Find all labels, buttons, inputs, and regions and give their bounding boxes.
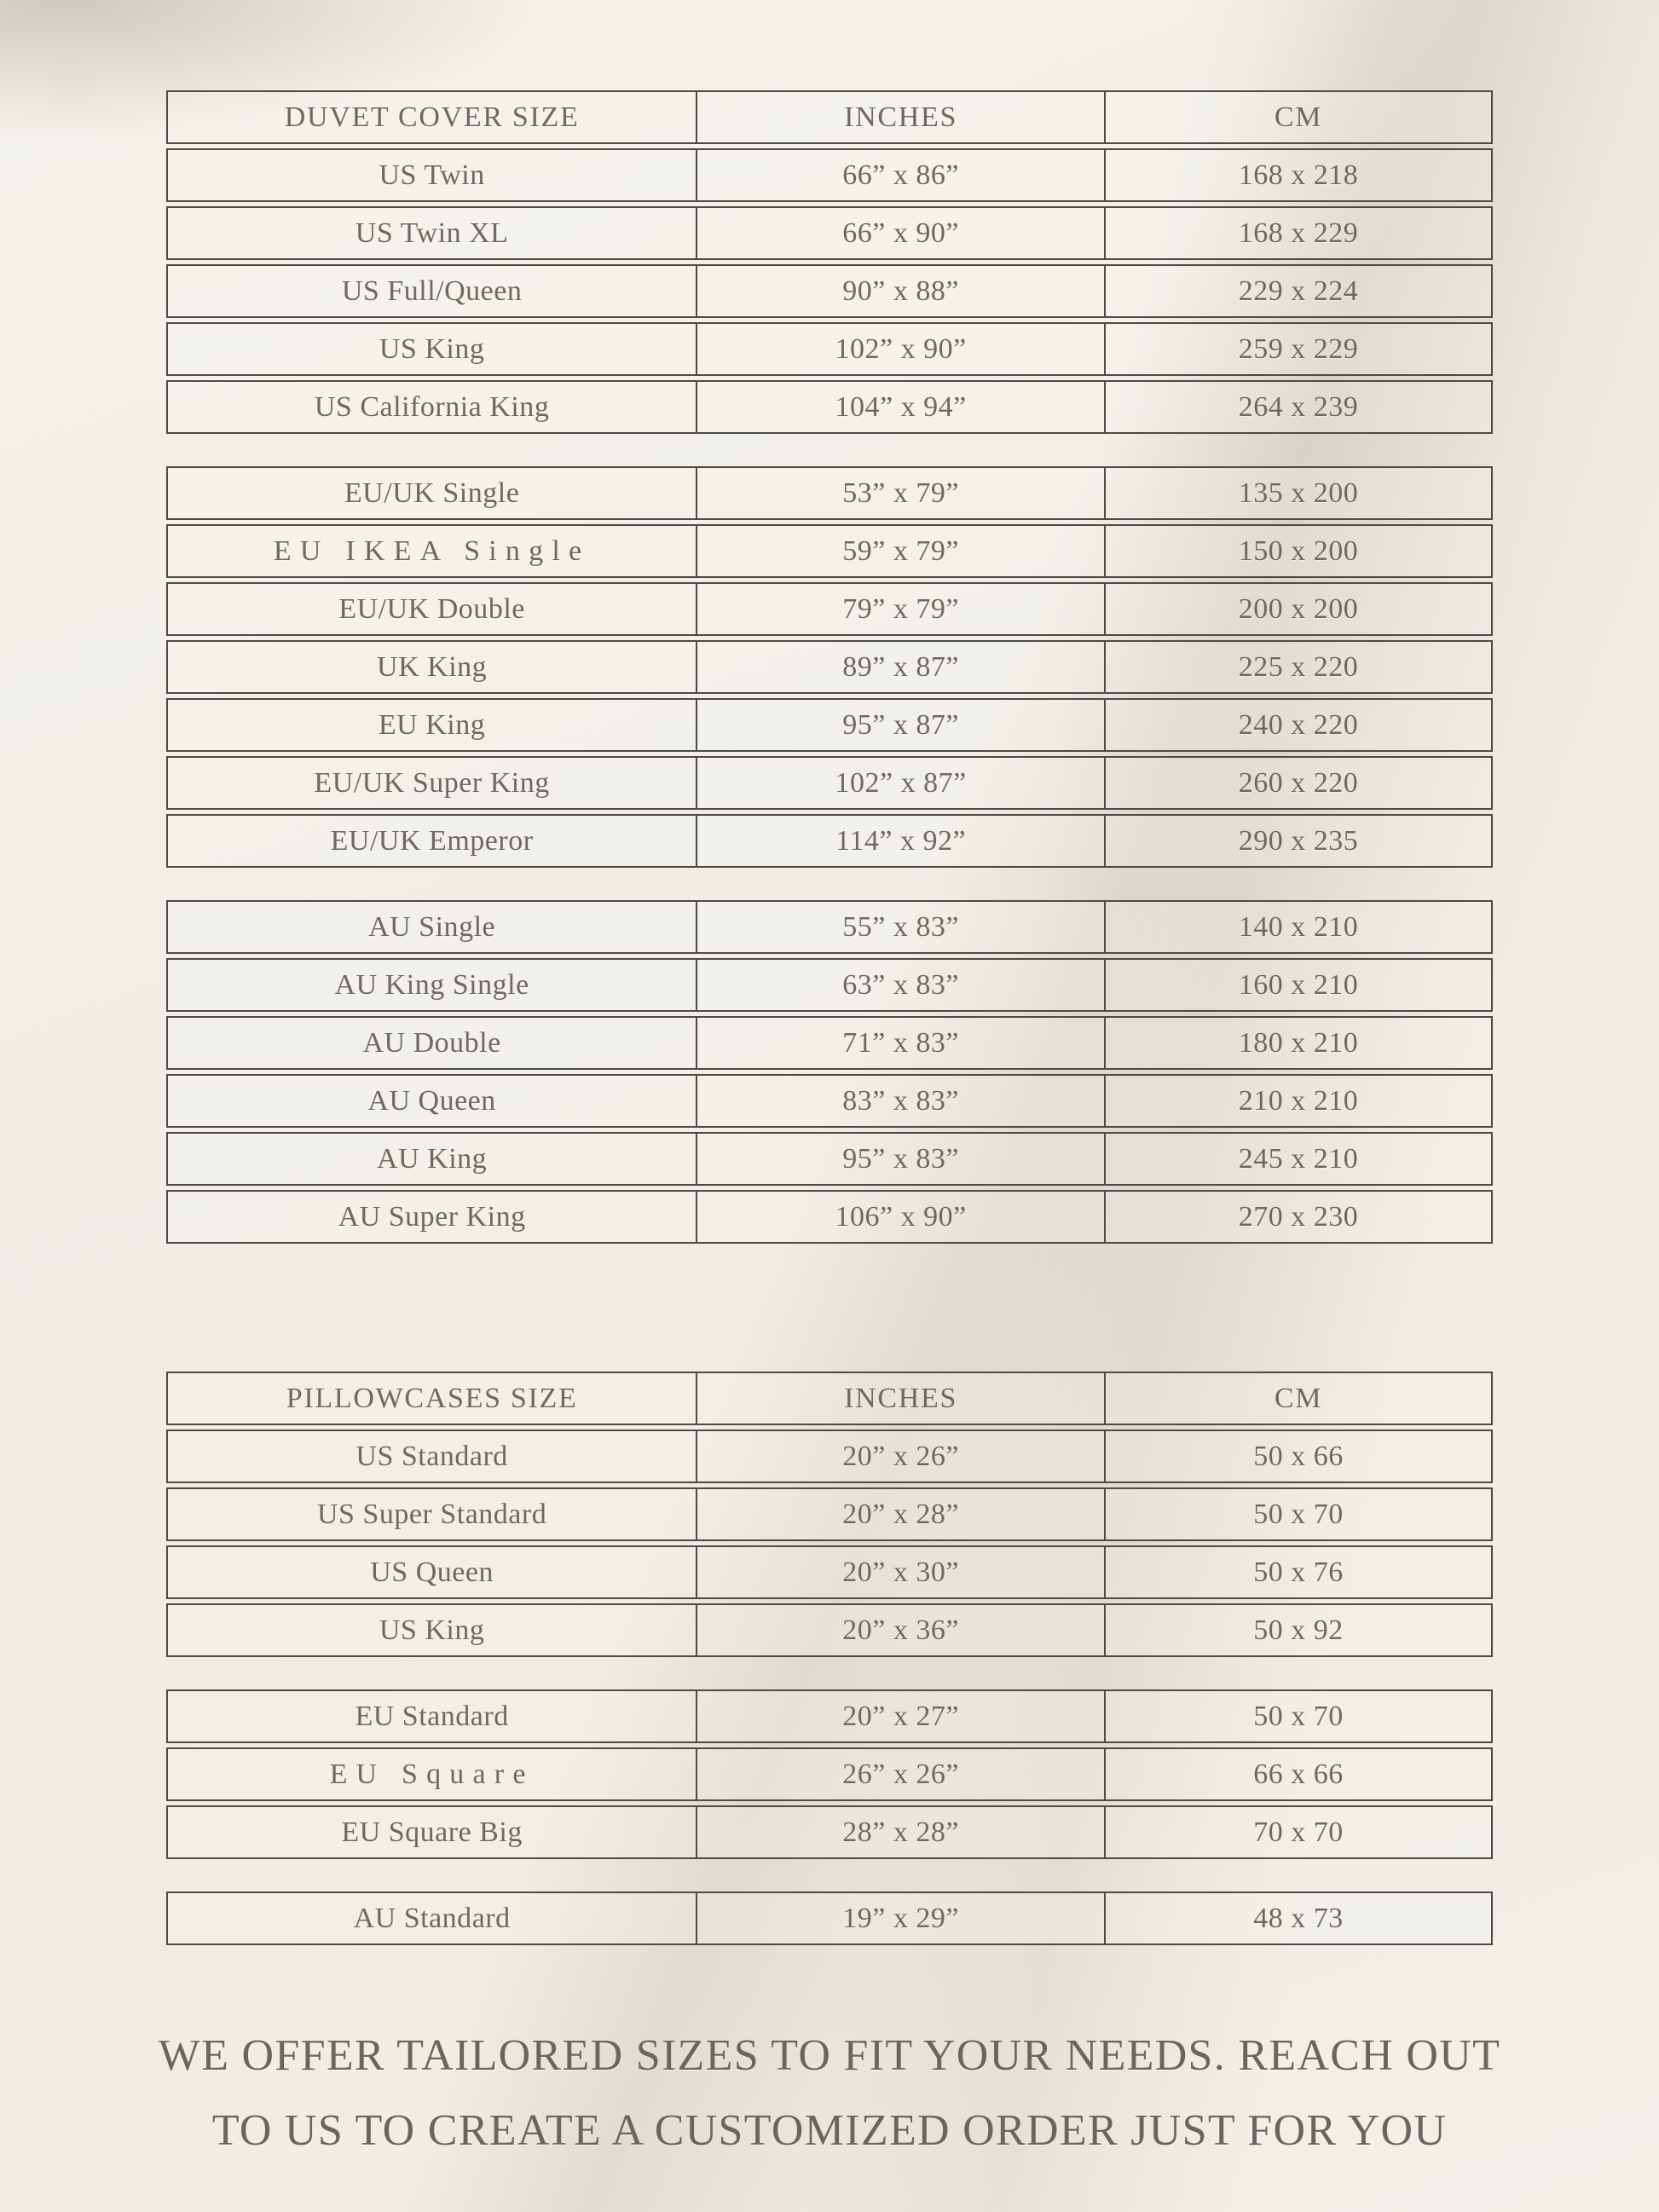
cm-cell: 259 x 229	[1104, 324, 1491, 374]
size-name-cell: US Super Standard	[316, 1498, 547, 1530]
size-name-cell: US Full/Queen	[341, 274, 523, 307]
inches-cell: 63” x 83”	[696, 960, 1104, 1010]
inches-cell: 106” x 90”	[696, 1192, 1104, 1242]
inches-cell: 90” x 88”	[696, 266, 1104, 316]
size-name-cell: US Twin	[379, 159, 485, 191]
cm-cell: 150 x 200	[1104, 526, 1491, 576]
table-row	[166, 1016, 1493, 1070]
table-row	[166, 1487, 1493, 1541]
inches-cell: 20” x 36”	[696, 1605, 1104, 1655]
cm-cell: 140 x 210	[1104, 902, 1491, 952]
table-row	[166, 1190, 1493, 1244]
size-name-cell: US King	[379, 1614, 485, 1646]
pillowcases-section-eu	[166, 1689, 1493, 1859]
duvet-covers-table	[166, 90, 1493, 1244]
cm-cell: 135 x 200	[1104, 468, 1491, 518]
size-name-cell: EU/UK Double	[338, 592, 525, 625]
table-row	[166, 264, 1493, 318]
pillowcases-section-au	[166, 1891, 1493, 1945]
duvet-covers-section-eu-uk	[166, 466, 1493, 868]
size-name-cell: AU Double	[362, 1026, 501, 1059]
table-row	[166, 1747, 1493, 1801]
column-header: INCHES	[696, 92, 1104, 142]
table-row	[166, 958, 1493, 1012]
size-name-cell: EU/UK Emperor	[330, 824, 534, 857]
footer-line-2: TO US TO CREATE A CUSTOMIZED ORDER JUST FOR YOU	[211, 2106, 1448, 2155]
inches-cell: 95” x 83”	[696, 1134, 1104, 1184]
cm-cell: 229 x 224	[1104, 266, 1491, 316]
inches-cell: 20” x 26”	[696, 1431, 1104, 1481]
size-name-cell: AU Single	[368, 910, 496, 943]
table-row	[166, 148, 1493, 202]
header-row	[166, 90, 1493, 144]
column-header: INCHES	[696, 1373, 1104, 1424]
cm-cell: 50 x 92	[1104, 1605, 1491, 1655]
table-row	[166, 380, 1493, 434]
footer-line-1: WE OFFER TAILORED SIZES TO FIT YOUR NEEDS. REACH OUT	[158, 2031, 1501, 2080]
inches-cell: 28” x 28”	[696, 1807, 1104, 1857]
size-name-cell: AU Queen	[367, 1084, 496, 1117]
size-name-cell: AU King Single	[334, 968, 529, 1001]
column-header: CM	[1104, 1373, 1491, 1424]
size-name-cell: US Twin XL	[355, 217, 509, 249]
size-name-cell: EU King	[378, 708, 486, 741]
inches-cell: 102” x 87”	[696, 758, 1104, 808]
inches-cell: 20” x 27”	[696, 1691, 1104, 1741]
cm-cell: 50 x 70	[1104, 1691, 1491, 1741]
table-row	[166, 1603, 1493, 1657]
inches-cell: 66” x 90”	[696, 208, 1104, 258]
size-name-cell: EU Square	[329, 1758, 535, 1790]
table-row	[166, 582, 1493, 636]
inches-cell: 55” x 83”	[696, 902, 1104, 952]
cm-cell: 70 x 70	[1104, 1807, 1491, 1857]
table-row	[166, 206, 1493, 260]
size-name-cell: US King	[379, 332, 485, 365]
size-name-cell: US Queen	[370, 1556, 494, 1588]
size-name-cell: AU Standard	[353, 1902, 511, 1934]
table-row	[166, 814, 1493, 868]
inches-cell: 20” x 28”	[696, 1489, 1104, 1539]
inches-cell: 79” x 79”	[696, 584, 1104, 634]
column-header: PILLOWCASES SIZE	[286, 1382, 578, 1414]
cm-cell: 270 x 230	[1104, 1192, 1491, 1242]
header-row	[166, 1372, 1493, 1425]
cm-cell: 264 x 239	[1104, 382, 1491, 432]
duvet-covers-section-au	[166, 900, 1493, 1244]
table-row	[166, 322, 1493, 376]
size-name-cell: EU/UK Single	[344, 476, 520, 509]
duvet-covers-header-section	[166, 90, 1493, 434]
pillowcases-header-section	[166, 1372, 1493, 1657]
inches-cell: 95” x 87”	[696, 700, 1104, 750]
table-row	[166, 1891, 1493, 1945]
inches-cell: 26” x 26”	[696, 1749, 1104, 1799]
inches-cell: 83” x 83”	[696, 1076, 1104, 1126]
cm-cell: 240 x 220	[1104, 700, 1491, 750]
column-header: DUVET COVER SIZE	[284, 101, 580, 133]
inches-cell: 20” x 30”	[696, 1547, 1104, 1597]
cm-cell: 50 x 70	[1104, 1489, 1491, 1539]
table-row	[166, 900, 1493, 954]
size-name-cell: EU/UK Super King	[314, 766, 550, 799]
size-name-cell: EU Standard	[355, 1700, 509, 1732]
inches-cell: 71” x 83”	[696, 1018, 1104, 1068]
size-name-cell: UK King	[377, 650, 488, 683]
size-charts	[166, 90, 1493, 1945]
size-name-cell: EU IKEA Single	[273, 534, 591, 567]
inches-cell: 114” x 92”	[696, 816, 1104, 866]
table-row	[166, 524, 1493, 578]
cm-cell: 180 x 210	[1104, 1018, 1491, 1068]
pillowcases-table	[166, 1372, 1493, 1945]
size-name-cell: EU Square Big	[341, 1816, 523, 1848]
table-row	[166, 640, 1493, 694]
cm-cell: 200 x 200	[1104, 584, 1491, 634]
inches-cell: 104” x 94”	[696, 382, 1104, 432]
cm-cell: 50 x 76	[1104, 1547, 1491, 1597]
column-header: CM	[1104, 92, 1491, 142]
cm-cell: 210 x 210	[1104, 1076, 1491, 1126]
table-row	[166, 1429, 1493, 1483]
table-row	[166, 1545, 1493, 1599]
cm-cell: 290 x 235	[1104, 816, 1491, 866]
cm-cell: 260 x 220	[1104, 758, 1491, 808]
cm-cell: 66 x 66	[1104, 1749, 1491, 1799]
cm-cell: 245 x 210	[1104, 1134, 1491, 1184]
size-name-cell: US California King	[314, 390, 550, 423]
footer-note	[0, 2019, 1659, 2169]
table-row	[166, 756, 1493, 810]
cm-cell: 50 x 66	[1104, 1431, 1491, 1481]
inches-cell: 102” x 90”	[696, 324, 1104, 374]
inches-cell: 53” x 79”	[696, 468, 1104, 518]
table-row	[166, 698, 1493, 752]
inches-cell: 89” x 87”	[696, 642, 1104, 692]
size-name-cell: US Standard	[356, 1440, 508, 1472]
table-row	[166, 1805, 1493, 1859]
size-name-cell: AU King	[377, 1142, 488, 1175]
cm-cell: 168 x 229	[1104, 208, 1491, 258]
inches-cell: 19” x 29”	[696, 1893, 1104, 1943]
cm-cell: 168 x 218	[1104, 150, 1491, 200]
table-row	[166, 1689, 1493, 1743]
table-row	[166, 1132, 1493, 1186]
table-row	[166, 1074, 1493, 1128]
cm-cell: 160 x 210	[1104, 960, 1491, 1010]
cm-cell: 225 x 220	[1104, 642, 1491, 692]
table-row	[166, 466, 1493, 520]
inches-cell: 66” x 86”	[696, 150, 1104, 200]
cm-cell: 48 x 73	[1104, 1893, 1491, 1943]
inches-cell: 59” x 79”	[696, 526, 1104, 576]
size-name-cell: AU Super King	[338, 1200, 526, 1233]
